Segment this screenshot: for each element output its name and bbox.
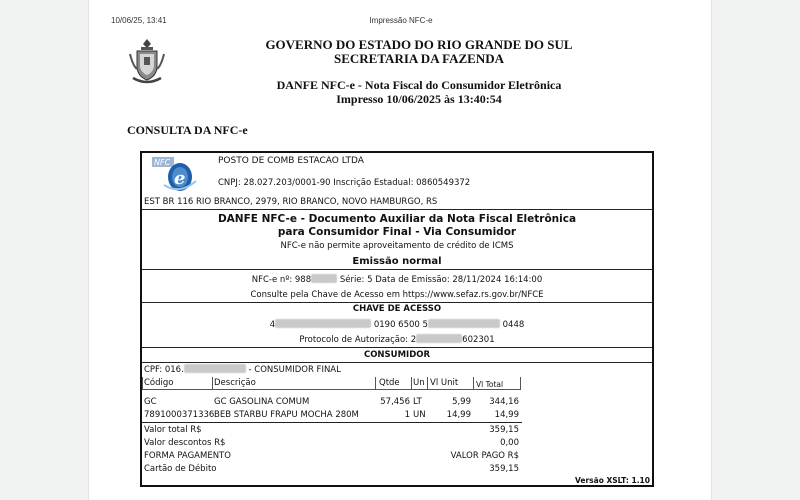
document-title: DANFE NFC-e - Nota Fiscal do Consumidor Eletrônica [276,78,562,92]
table-cell: GC GASOLINA COMUM [214,397,310,407]
consumer-type: - CONSUMIDOR FINAL [245,365,341,375]
payment-method-label: FORMA PAGAMENTO [144,451,231,461]
print-timestamp: Impresso 10/06/2025 às 13:40:54 [336,92,502,106]
danfe-title-line2: para Consumidor Final - Via Consumidor [277,226,517,238]
col-header-unit-price: Vl Unit [430,378,459,388]
divider [142,209,652,210]
divider [142,422,522,423]
nfce-series-date: Série: 5 Data de Emissão: 28/11/2024 16:14:00 [337,275,543,285]
table-cell: 14,99 [494,410,519,420]
consumer-header: CONSUMIDOR [363,350,431,360]
table-cell: LT [413,397,422,407]
table-cell: BEB STARBU FRAPU MOCHA 280M [214,410,359,420]
consumer-cpf [144,364,341,375]
protocol-suffix: 602301 [462,335,495,345]
emission-type: Emissão normal [352,256,442,267]
print-datetime: 10/06/25, 13:41 [111,16,167,25]
table-cell: 57,456 [380,397,410,407]
card-value: 359,15 [489,464,519,474]
danfe-title-line1: DANFE NFC-e - Documento Auxiliar da Nota Fiscal Eletrônica [217,213,577,225]
state-coat-of-arms-icon [127,36,167,86]
total-value: 359,15 [489,425,519,435]
print-page [88,0,712,500]
table-cell: 5,99 [452,397,471,407]
svg-text:NFC: NFC [154,158,171,167]
access-key-value [142,319,652,330]
discount-label: Valor descontos R$ [144,438,226,448]
table-cell: 344,16 [489,397,519,407]
table-cell: GC [144,397,157,407]
emitter-name: POSTO DE COMB ESTACAO LTDA [218,156,364,166]
table-cell: 1 [404,410,410,420]
nfce-number-line [142,274,652,285]
col-header-qty: Qtde [379,378,400,388]
secretariat-name: SECRETARIA DA FAZENDA [334,51,504,66]
government-name: GOVERNO DO ESTADO DO RIO GRANDE DO SUL [265,37,573,52]
redacted-value [416,334,462,343]
nfce-receipt [140,151,654,487]
discount-value: 0,00 [500,438,519,448]
print-title: Impressão NFC-e [369,16,433,25]
nfce-logo-icon [150,155,198,195]
table-cell: UN [413,410,426,420]
total-label: Valor total R$ [144,425,202,435]
protocol-line [142,334,652,345]
redacted-value [184,364,246,373]
section-title: CONSULTA DA NFC-e [127,123,248,137]
access-key-part: 0190 6500 5 [371,320,428,330]
col-header-code: Código [144,378,174,388]
col-header-total: Vl Total [476,380,504,389]
col-header-desc: Descrição [214,378,256,388]
redacted-value [428,319,500,328]
divider [142,347,652,348]
redacted-value [311,274,337,283]
access-key-part: 4 [269,320,276,330]
emitter-cnpj: CNPJ: 28.027.203/0001-90 Inscrição Estadual: 0860549372 [218,178,471,188]
divider [142,362,652,363]
xslt-version: Versão XSLT: 1.10 [574,476,650,485]
emitter-address: EST BR 116 RIO BRANCO, 2979, RIO BRANCO, NOVO HAMBURGO, RS [144,197,438,207]
icms-notice: NFC-e não permite aproveitamento de crédito de ICMS [280,241,514,251]
access-key-header: CHAVE DE ACESSO [352,304,442,314]
svg-text:e: e [174,168,186,189]
table-cell: 7891000371336 [144,410,215,420]
redacted-value [275,319,371,328]
col-header-unit: Un [413,378,425,388]
access-key-part: 0448 [499,320,525,330]
consult-url: Consulte pela Chave de Acesso em https://www.sefaz.rs.gov.br/NFCE [250,290,544,300]
table-cell: 14,99 [446,410,471,420]
nfce-number-label: NFC-e nº: 988 [251,275,312,285]
cpf-label: CPF: 016. [144,365,184,375]
protocol-label: Protocolo de Autorização: 2 [299,335,417,345]
card-label: Cartão de Débito [144,464,217,474]
divider [142,269,652,270]
amount-paid-label: VALOR PAGO R$ [450,451,519,461]
divider [142,302,652,303]
